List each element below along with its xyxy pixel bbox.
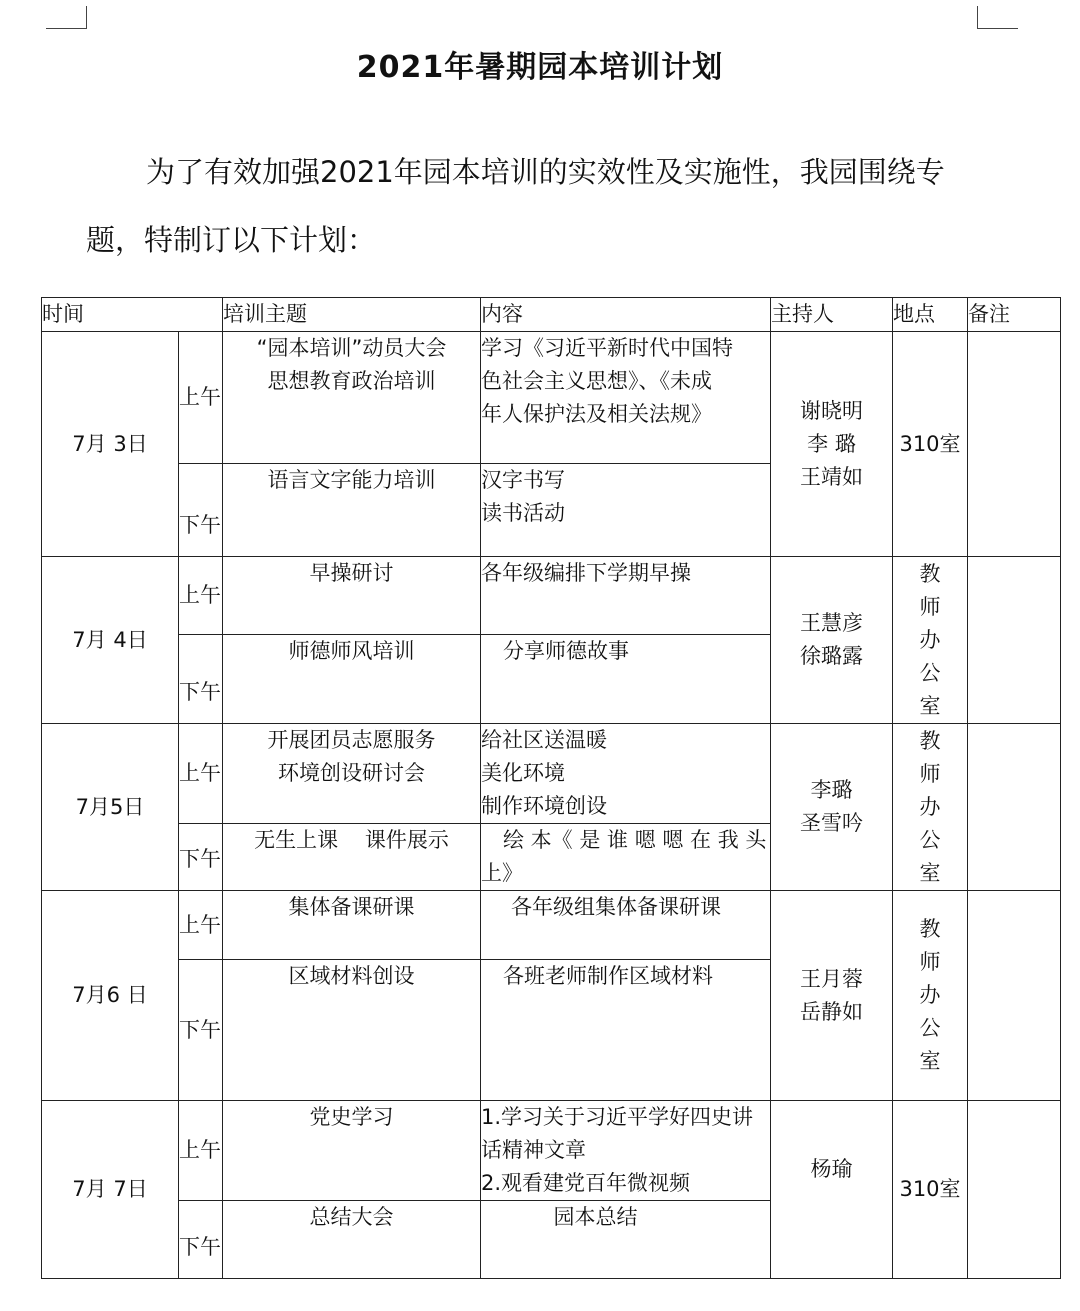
content-cell: [481, 960, 771, 1101]
theme-cell: [223, 1201, 481, 1279]
theme-cell: [223, 332, 481, 464]
place-char: 师: [919, 594, 941, 619]
theme-line: 语言文字能力培训: [267, 468, 436, 492]
note-cell: [968, 891, 1061, 1101]
note-cell: [968, 724, 1061, 891]
place-char: 教: [919, 917, 941, 941]
place-char: 室: [919, 860, 941, 885]
table-row: [42, 891, 1061, 960]
content-line: 各班老师制作区域材料: [503, 964, 713, 988]
table-header-row: [42, 298, 1061, 332]
place-cell: [893, 724, 968, 891]
host-name: 圣雪吟: [800, 811, 863, 835]
content-cell: [481, 464, 771, 557]
host-name: 王靖如: [800, 464, 863, 489]
host-name: 李 璐: [807, 431, 856, 456]
theme-cell: [223, 1101, 481, 1201]
morning-label: 上午: [179, 1101, 223, 1201]
theme-line: 总结大会: [309, 1205, 394, 1229]
theme-line: 区域材料创设: [288, 964, 415, 988]
content-line: 上》: [481, 861, 523, 885]
theme-cell: [223, 724, 481, 824]
theme-line: 师德师风培训: [288, 639, 415, 663]
host-cell: [771, 557, 893, 724]
theme-line: “园本培训”动员大会: [256, 336, 447, 360]
content-line: 美化环境: [481, 761, 565, 785]
content-line: 园本总结: [553, 1205, 638, 1229]
header-note: 备注: [968, 298, 1061, 332]
theme-cell: [223, 635, 481, 724]
content-cell: [481, 1201, 771, 1279]
host-cell: [771, 1101, 893, 1279]
theme-line: 环境创设研讨会: [278, 761, 425, 785]
date-cell: 7月 7日: [42, 1101, 179, 1279]
morning-label: 上午: [179, 557, 223, 635]
place-cell: [893, 891, 968, 1101]
content-line: 话精神文章: [481, 1138, 586, 1162]
theme-line: 早操研讨: [309, 561, 394, 585]
theme-cell: [223, 557, 481, 635]
morning-label: 上午: [179, 724, 223, 824]
morning-label: 上午: [179, 332, 223, 464]
content-cell: [481, 332, 771, 464]
header-time: 时间: [42, 298, 223, 332]
content-cell: [481, 724, 771, 824]
header-place: 地点: [893, 298, 968, 332]
content-cell: [481, 557, 771, 635]
place-char: 办: [919, 983, 941, 1007]
content-cell: [481, 891, 771, 960]
host-name: 王慧彦: [800, 611, 863, 635]
content-cell: [481, 1101, 771, 1201]
place-char: 公: [919, 1016, 941, 1040]
host-name: 谢晓明: [800, 398, 863, 423]
date-cell: 7月 4日: [42, 557, 179, 724]
content-line: 年人保护法及相关法规》: [481, 402, 712, 426]
place-char: 师: [919, 761, 941, 786]
crop-mark-top-right: [977, 6, 1018, 29]
host-cell: [771, 891, 893, 1101]
morning-label: 上午: [179, 891, 223, 960]
content-line: 给社区送温暖: [481, 728, 607, 752]
place-char: 室: [919, 693, 941, 718]
header-content: 内容: [481, 298, 771, 332]
content-line: 1.学习关于习近平学好四史讲: [481, 1105, 754, 1129]
theme-line: 无生上课 课件展示: [254, 828, 449, 852]
table-row: [42, 724, 1061, 824]
content-line: 分享师德故事: [503, 639, 629, 663]
theme-line: 集体备课研课: [288, 895, 415, 919]
date-cell: 7月6 日: [42, 891, 179, 1101]
crop-mark-top-left: [46, 6, 87, 29]
date-cell: 7月 3日: [42, 332, 179, 557]
theme-cell: [223, 824, 481, 891]
note-cell: [968, 332, 1061, 557]
afternoon-label: 下午: [179, 464, 223, 557]
place-cell: 310室: [893, 332, 968, 557]
content-line: 绘 本《 是 谁 嗯 嗯 在 我 头: [503, 828, 767, 852]
intro-paragraph: 为了有效加强2021年园本培训的实效性及实施性，我园围绕专题，特制订以下计划：: [86, 155, 945, 257]
content-line: 各年级组集体备课研课: [511, 895, 721, 919]
theme-line: 开展团员志愿服务: [267, 728, 436, 752]
afternoon-label: 下午: [179, 635, 223, 724]
host-name: 徐璐露: [800, 644, 863, 668]
theme-cell: [223, 960, 481, 1101]
theme-cell: [223, 464, 481, 557]
date-cell: 7月5日: [42, 724, 179, 891]
theme-line: 党史学习: [309, 1105, 394, 1129]
table-row: [42, 1101, 1061, 1201]
content-line: 各年级编排下学期早操: [481, 561, 691, 585]
note-cell: [968, 1101, 1061, 1279]
place-char: 师: [919, 950, 941, 974]
host-name: 杨瑜: [810, 1157, 853, 1181]
place-char: 室: [919, 1049, 941, 1073]
place-char: 办: [919, 794, 941, 819]
afternoon-label: 下午: [179, 824, 223, 891]
place-cell: [893, 557, 968, 724]
host-name: 王月蓉: [800, 966, 863, 991]
theme-line: 思想教育政治培训: [267, 369, 436, 393]
content-cell: [481, 824, 771, 891]
header-theme: 培训主题: [223, 298, 481, 332]
place-char: 办: [919, 627, 941, 652]
host-name: 岳静如: [800, 999, 863, 1024]
content-line: 制作环境创设: [481, 794, 607, 818]
place-char: 教: [919, 728, 941, 753]
table-row: [42, 332, 1061, 464]
content-line: 色社会主义思想》、《未成: [481, 369, 712, 393]
place-char: 教: [919, 561, 941, 586]
table-row: [42, 557, 1061, 635]
content-line: 汉字书写: [481, 468, 565, 492]
content-line: 学习《习近平新时代中国特: [481, 336, 733, 360]
place-char: 公: [919, 827, 941, 852]
theme-cell: [223, 891, 481, 960]
header-host: 主持人: [771, 298, 893, 332]
afternoon-label: 下午: [179, 960, 223, 1101]
content-line: 2.观看建党百年微视频: [481, 1171, 691, 1195]
training-plan-table: [41, 297, 1061, 1279]
content-line: 读书活动: [481, 501, 565, 525]
host-name: 李璐: [810, 778, 853, 802]
content-cell: [481, 635, 771, 724]
document-title: 2021年暑期园本培训计划: [356, 50, 724, 85]
afternoon-label: 下午: [179, 1201, 223, 1279]
note-cell: [968, 557, 1061, 724]
host-cell: [771, 332, 893, 557]
place-cell: 310室: [893, 1101, 968, 1279]
host-cell: [771, 724, 893, 891]
place-char: 公: [919, 660, 941, 685]
